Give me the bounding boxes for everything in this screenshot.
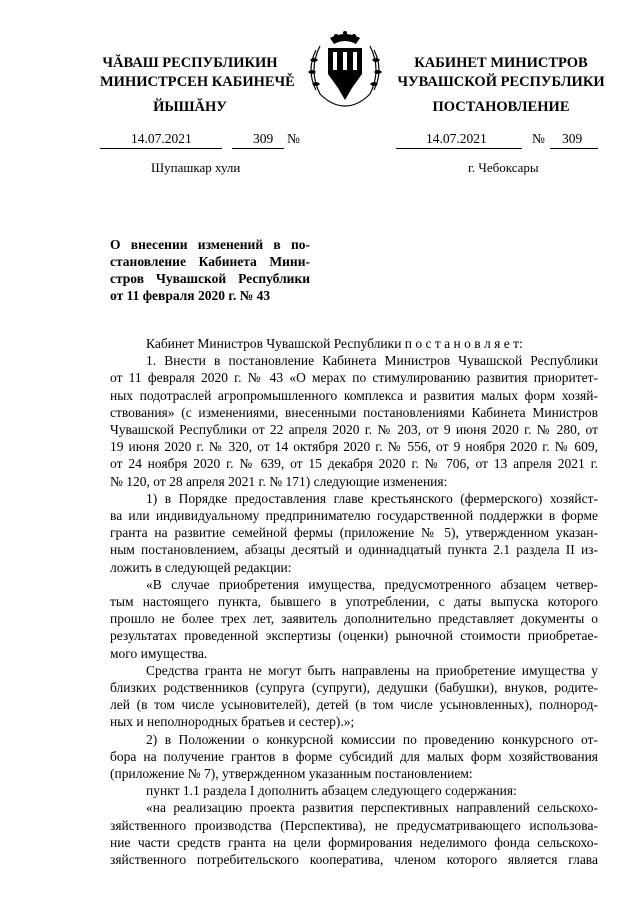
- right-date-rule: [396, 148, 522, 149]
- body-line: ных и неполнородных братьев и сестер).»;: [110, 714, 355, 730]
- left-no-sign: №: [287, 131, 300, 146]
- body-line: от 24 ноября 2020 г. № 639, от 15 декабря 2020 г. № 706, от 13 апреля 2021 г.: [110, 456, 598, 472]
- body-line: результатах проведенной экспертизы (оценки) рыночной стоимости приобретае-: [110, 628, 598, 644]
- body-line: 2) в Положении о конкурсной комиссии по проведению конкурсного от-: [146, 731, 598, 747]
- left-number-rule: [232, 148, 284, 149]
- left-number: 309: [253, 131, 274, 146]
- body-line: тым настоящего пункта, бывшего в употреблении, с даты выпуска которого: [110, 594, 598, 610]
- body-line: «В случае приобретения имущества, предусмотренного абзацем четвер-: [146, 576, 598, 592]
- title-line: становление Кабинета Мини-: [110, 254, 310, 269]
- document-title: [110, 236, 310, 304]
- body-line: (приложение № 7), утвержденном указанным постановлением:: [110, 766, 473, 782]
- left-doc-type: ЙЫШĂНУ: [153, 99, 227, 115]
- body-line: 1) в Порядке предоставления главе крестьянского (фермерского) хозяйст-: [146, 490, 598, 506]
- body-line: зяйственного потребительского кооператива, членом которого является глава: [110, 852, 598, 868]
- title-line: стров Чувашской Республики: [110, 271, 310, 286]
- body-line: 1. Внести в постановление Кабинета Министров Чувашской Республики: [146, 353, 598, 369]
- body-line: 19 июня 2020 г. № 320, от 14 октября 2020 г. № 556, от 9 ноября 2020 г. № 609,: [110, 439, 598, 455]
- body-line: близких родственников (супруга (супруги), дедушки (бабушки), внуков, родите-: [110, 680, 598, 696]
- chuvashia-emblem-icon: [300, 30, 390, 108]
- body-line: от 11 февраля 2020 г. № 43 «О мерах по стимулированию развития приоритет-: [110, 370, 598, 386]
- left-header-line-1: ЧĂВАШ РЕСПУБЛИКИН: [102, 55, 278, 71]
- left-date: 14.07.2021: [131, 131, 192, 146]
- body-line: № 120, от 28 апреля 2021 г. № 171) следующие изменения:: [110, 473, 448, 489]
- body-line: «на реализацию проекта развития перспективных направлений сельскохо-: [146, 800, 598, 816]
- body-line: прошло не более трех лет, заявитель дополнительно представляет документы о: [110, 611, 598, 627]
- body-line: Средства гранта не могут быть направлены на приобретение имущества у: [146, 662, 598, 678]
- document-body: [110, 335, 598, 868]
- right-number: 309: [562, 131, 583, 146]
- left-header: [100, 54, 295, 92]
- body-line: ствования» (с изменениями, внесенными постановлениями Кабинета Министров: [110, 404, 598, 420]
- body-line: Чувашской Республики от 22 апреля 2020 г. № 203, от 9 июня 2020 г. № 280, от: [110, 422, 598, 438]
- right-header-line-1: КАБИНЕТ МИНИСТРОВ: [414, 55, 588, 71]
- right-date: 14.07.2021: [426, 131, 487, 146]
- body-line: мого имущества.: [110, 645, 208, 661]
- left-header-line-2: МИНИСТРСЕН КАБИНЕЧĚ: [100, 74, 295, 90]
- right-doc-type: ПОСТАНОВЛЕНИЕ: [432, 99, 570, 115]
- title-line: от 11 февраля 2020 г. № 43: [110, 288, 271, 303]
- left-date-rule: [100, 148, 222, 149]
- body-line: ным постановлением, абзацы десятый и одиннадцатый пункта 2.1 раздела II из-: [110, 542, 598, 558]
- right-header: [396, 54, 606, 92]
- right-no-sign: №: [532, 131, 545, 146]
- body-line: ложить в следующей редакции:: [110, 559, 292, 575]
- right-header-line-2: ЧУВАШСКОЙ РЕСПУБЛИКИ: [397, 74, 605, 90]
- body-line: зяйственного производства (Перспектива), не предусматривающего использова-: [110, 817, 598, 833]
- body-line: ва или индивидуальному предпринимателю государственной поддержки в форме: [110, 508, 598, 524]
- body-line: бора на получение грантов в форме субсидий для малых форм хозяйствования: [110, 748, 598, 764]
- right-number-rule: [550, 148, 598, 149]
- body-line: гранта на развитие семейной фермы (приложение № 5), утвержденном указан-: [110, 525, 598, 541]
- place-right: г. Чебоксары: [468, 160, 539, 175]
- body-line: ных подотраслей агропромышленного комплекса и развития малых форм хозяй-: [110, 387, 598, 403]
- title-line: О внесении изменений в по-: [110, 237, 310, 252]
- body-line: пункт 1.1 раздела I дополнить абзацем следующего содержания:: [146, 783, 517, 799]
- place-left: Шупашкар хули: [151, 160, 241, 175]
- body-line: Кабинет Министров Чувашской Республики п о с т а н о в л я е т:: [146, 336, 523, 351]
- body-line: лей (в том числе усыновителей), детей (в том числе усыновленных), полнород-: [110, 697, 598, 713]
- body-line: ние части средств гранта на цели формирования неделимого фонда сельскохо-: [110, 834, 598, 850]
